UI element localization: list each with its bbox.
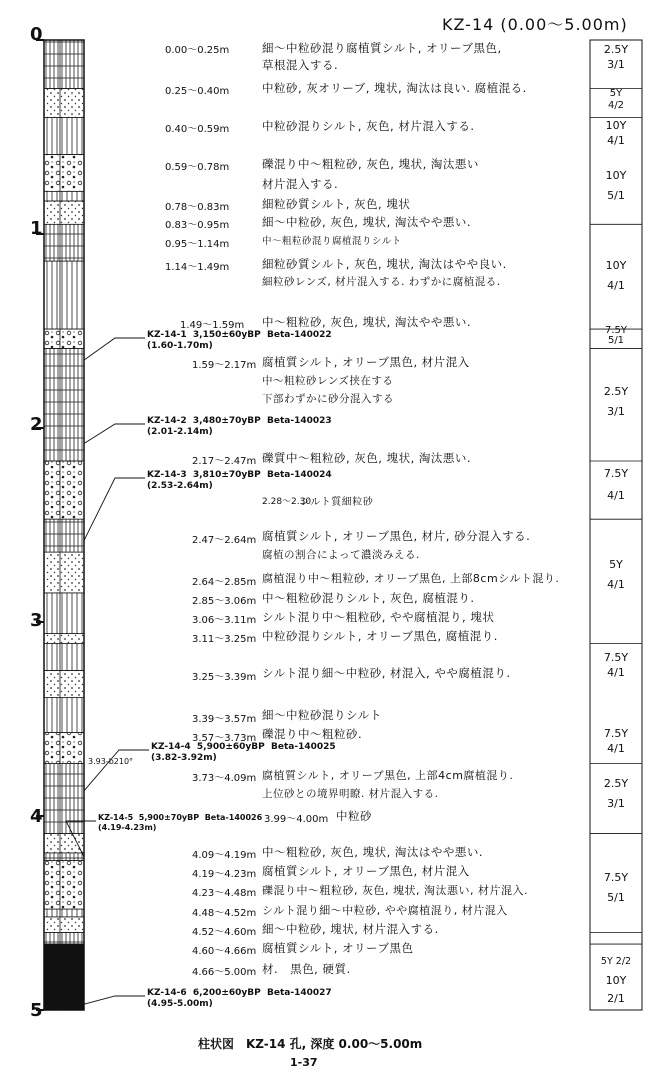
row-desc: 礫混り中～粗粒砂, 灰色, 塊状, 淘汰悪い, 材片混入.: [262, 884, 528, 897]
figure-caption: 柱状図 KZ-14 孔, 深度 0.00～5.00m: [198, 1037, 423, 1051]
lithology-layer: [44, 909, 84, 917]
lithology-layer: [44, 917, 84, 933]
row-desc-2: 腐植の割合によって濃淡みえる.: [262, 549, 420, 561]
row-desc: 中粒砂混りシルト, 灰色, 材片混入する.: [262, 119, 475, 133]
sample-label-3: KZ-14-3 3,810±70yBP Beta-140024 (2.53-2.64m): [147, 470, 332, 491]
row-desc: 細粒砂質シルト, 灰色, 塊状, 淘汰はやや良い.: [262, 257, 507, 271]
row-desc: 腐植質シルト, オリーブ黒色, 材片混入: [262, 355, 470, 369]
row-depth: 4.60～4.66m: [192, 946, 257, 957]
lithology-layer: [44, 261, 84, 329]
sample-label-6: KZ-14-6 6,200±60yBP Beta-140027 (4.95-5.00m): [147, 988, 332, 1009]
row-depth: 0.78～0.83m: [165, 202, 230, 213]
row-depth: 0.83～0.95m: [165, 220, 230, 231]
log-title: KZ-14 (0.00～5.00m): [442, 15, 628, 34]
depth-tick-2: 2: [30, 414, 43, 435]
sample-label-5: KZ-14-5 5,900±70yBP Beta-140026 (4.19-4.23m): [98, 813, 263, 832]
depth-axis: [36, 40, 44, 1010]
munsell-code: 5Y 4/1: [607, 558, 625, 591]
munsell-code: 7.5Y 4/1: [603, 727, 629, 755]
row-desc-2: 中～粗粒砂レンズ挟在する: [262, 375, 394, 387]
lithology-layer: [44, 643, 84, 670]
row-desc: シルト混り中～粗粒砂, やや腐植混り, 塊状: [262, 610, 495, 624]
lithology-layer: [44, 671, 84, 698]
row-desc-2: 上位砂との境界明瞭. 材片混入する.: [262, 788, 439, 800]
row-depth: 2.85～3.06m: [192, 596, 257, 607]
sample-leader-line: [84, 424, 145, 444]
row-depth: 4.09～4.19m: [192, 850, 257, 861]
row-depth: 2.17～2.47m: [192, 456, 257, 467]
lithology-layer: [44, 224, 84, 261]
sample-leader-line: [84, 478, 145, 541]
row-desc: シルト混り細～中粒砂, 材混入, やや腐植混り.: [262, 666, 511, 680]
row-desc: 礫混り中～粗粒砂.: [262, 727, 363, 741]
row-depth: 3.73～4.09m: [192, 773, 257, 784]
sample-label-4: KZ-14-4 5,900±60yBP Beta-140025 (3.82-3.92m): [151, 742, 336, 763]
lithology-layer: [44, 461, 84, 519]
munsell-code: 5Y 2/2: [600, 956, 632, 967]
lithology-layer: [44, 733, 84, 764]
row-depth: 0.95～1.14m: [165, 239, 230, 250]
row-depth: 4.66～5.00m: [192, 967, 257, 978]
munsell-code: 7.5Y 5/1: [604, 325, 627, 346]
row-desc-2: 草根混入する.: [262, 58, 339, 72]
row-desc: 中～粗粒砂, 灰色, 塊状, 淘汰はやや悪い.: [262, 845, 484, 859]
row-desc: 礫質中～粗粒砂, 灰色, 塊状, 淘汰悪い.: [262, 451, 472, 465]
sample-label-1: KZ-14-1 3,150±60yBP Beta-140022 (1.60-1.70m): [147, 330, 332, 351]
lithology-layer: [44, 698, 84, 733]
lithology-layer: [44, 764, 84, 834]
row-desc: 中粒砂混りシルト, オリーブ黒色, 腐植混り.: [262, 629, 498, 643]
lithology-layer: [44, 861, 84, 910]
row-depth: 3.99～4.00m: [264, 814, 329, 825]
row-depth: 4.48～4.52m: [192, 908, 257, 919]
row-depth: 3.11～3.25m: [192, 634, 257, 645]
lithology-layer: [44, 154, 84, 191]
lithology-layer: [44, 853, 84, 861]
row-desc: 中粒砂: [336, 809, 372, 823]
lithology-layer: [44, 552, 84, 593]
row-depth: 2.47～2.64m: [192, 535, 257, 546]
munsell-code: 10Y 2/1: [605, 974, 627, 1005]
lithology-layer: [44, 201, 84, 224]
page-number: 1-37: [290, 1056, 318, 1069]
lithology-layer: [44, 634, 84, 644]
depth-tick-5: 5: [30, 1000, 43, 1021]
row-depth: 2.64～2.85m: [192, 577, 257, 588]
row-desc: 中～粗粒砂, 灰色, 塊状, 淘汰やや悪い.: [262, 315, 472, 329]
lithology-layer: [44, 191, 84, 201]
munsell-code: 10Y 5/1: [605, 169, 627, 202]
row-depth: 0.25～0.40m: [165, 86, 230, 97]
munsell-code: 7.5Y 4/1: [603, 651, 629, 679]
row-desc: 腐植質シルト, オリーブ黒色, 材片, 砂分混入する.: [262, 529, 531, 543]
sample-leader-line: [84, 996, 145, 1004]
munsell-code: 2.5Y 3/1: [603, 385, 629, 418]
row-depth: 0.40～0.59m: [165, 124, 230, 135]
row-desc-2: 細粒砂レンズ, 材片混入する. わずかに腐植混る.: [262, 276, 501, 288]
row-desc: 細～中粒砂混りシルト: [262, 708, 382, 722]
row-desc: シルト質細粒砂: [300, 497, 374, 508]
lithology-layer: [44, 944, 84, 1010]
row-desc: 細～中粒砂, 塊状, 材片混入する.: [262, 922, 439, 936]
row-desc: 礫混り中～粗粒砂, 灰色, 塊状, 淘汰悪い: [262, 157, 479, 171]
munsell-code: 10Y 4/1: [605, 119, 627, 147]
row-desc: 細粒砂質シルト, 灰色, 塊状: [262, 197, 411, 211]
row-depth: 3.39～3.57m: [192, 714, 257, 725]
row-desc: 腐植質シルト, オリーブ黒色, 材片混入: [262, 864, 470, 878]
row-desc: 中～粗粒砂混りシルト, 灰色, 腐植混り.: [262, 591, 475, 605]
lithology-layer: [44, 89, 84, 118]
row-depth: 1.49～1.59m: [180, 320, 245, 331]
row-depth: 4.52～4.60m: [192, 927, 257, 938]
strike-note: 3.93-b210°: [88, 757, 134, 766]
row-desc: 腐植質シルト, オリーブ黒色, 上部4cm腐植混り.: [262, 769, 514, 782]
row-depth: 4.23～4.48m: [192, 888, 257, 899]
row-desc: 材. 黒色, 硬質.: [262, 962, 351, 976]
munsell-code: 2.5Y 3/1: [603, 777, 629, 810]
row-desc: 腐植混り中～粗粒砂, オリーブ黒色, 上部8cmシルト混り.: [262, 572, 560, 585]
lithology-layer: [44, 40, 84, 89]
munsell-code: 2.5Y 3/1: [603, 43, 629, 71]
munsell-code: 7.5Y 4/1: [603, 467, 629, 502]
lithology-layer: [44, 833, 84, 852]
lithology-layer: [44, 593, 84, 634]
row-depth: 1.59～2.17m: [192, 360, 257, 371]
row-desc: 腐植質シルト, オリーブ黒色: [262, 941, 414, 955]
row-depth: 0.00～0.25m: [165, 45, 230, 56]
row-desc: 細～中粒砂, 灰色, 塊状, 淘汰やや悪い.: [262, 215, 472, 229]
row-desc-2: 材片混入する.: [262, 177, 339, 191]
munsell-code: 10Y 4/1: [605, 259, 627, 292]
row-desc: シルト混り細～中粒砂, やや腐植混り, 材片混入: [262, 904, 508, 917]
lithology-layers: [44, 40, 84, 1010]
row-depth: 3.25～3.39m: [192, 672, 257, 683]
row-desc: 中～粗粒砂混り腐植混りシルト: [262, 236, 402, 247]
row-depth: 2.28～2.30: [262, 497, 312, 507]
row-desc: 中粒砂, 灰オリーブ, 塊状, 淘汰は良い. 腐植混る.: [262, 81, 527, 95]
lithology-layer: [44, 932, 84, 944]
row-desc-3: 下部わずかに砂分混入する: [262, 393, 394, 405]
row-depth: 1.14～1.49m: [165, 262, 230, 273]
munsell-code: 7.5Y 5/1: [603, 871, 629, 904]
depth-tick-0: 0: [30, 24, 43, 45]
munsell-dividers: [590, 89, 642, 945]
row-depth: 0.59～0.78m: [165, 162, 230, 173]
row-depth: 3.57～3.73m: [192, 733, 257, 744]
row-desc: 細～中粒砂混り腐植質シルト, オリーブ黒色,: [262, 41, 502, 55]
sample-label-2: KZ-14-2 3,480±70yBP Beta-140023 (2.01-2.14m): [147, 416, 332, 437]
lithology-layer: [44, 348, 84, 461]
munsell-code: 5Y 4/2: [607, 88, 625, 111]
depth-tick-4: 4: [30, 806, 43, 827]
sample-leader-line: [84, 338, 145, 360]
row-depth: 4.19～4.23m: [192, 869, 257, 880]
lithology-layer: [44, 519, 84, 552]
depth-tick-1: 1: [30, 218, 43, 239]
lithology-layer: [44, 329, 84, 348]
row-depth: 3.06～3.11m: [192, 615, 257, 626]
depth-tick-3: 3: [30, 610, 43, 631]
lithology-layer: [44, 118, 84, 155]
